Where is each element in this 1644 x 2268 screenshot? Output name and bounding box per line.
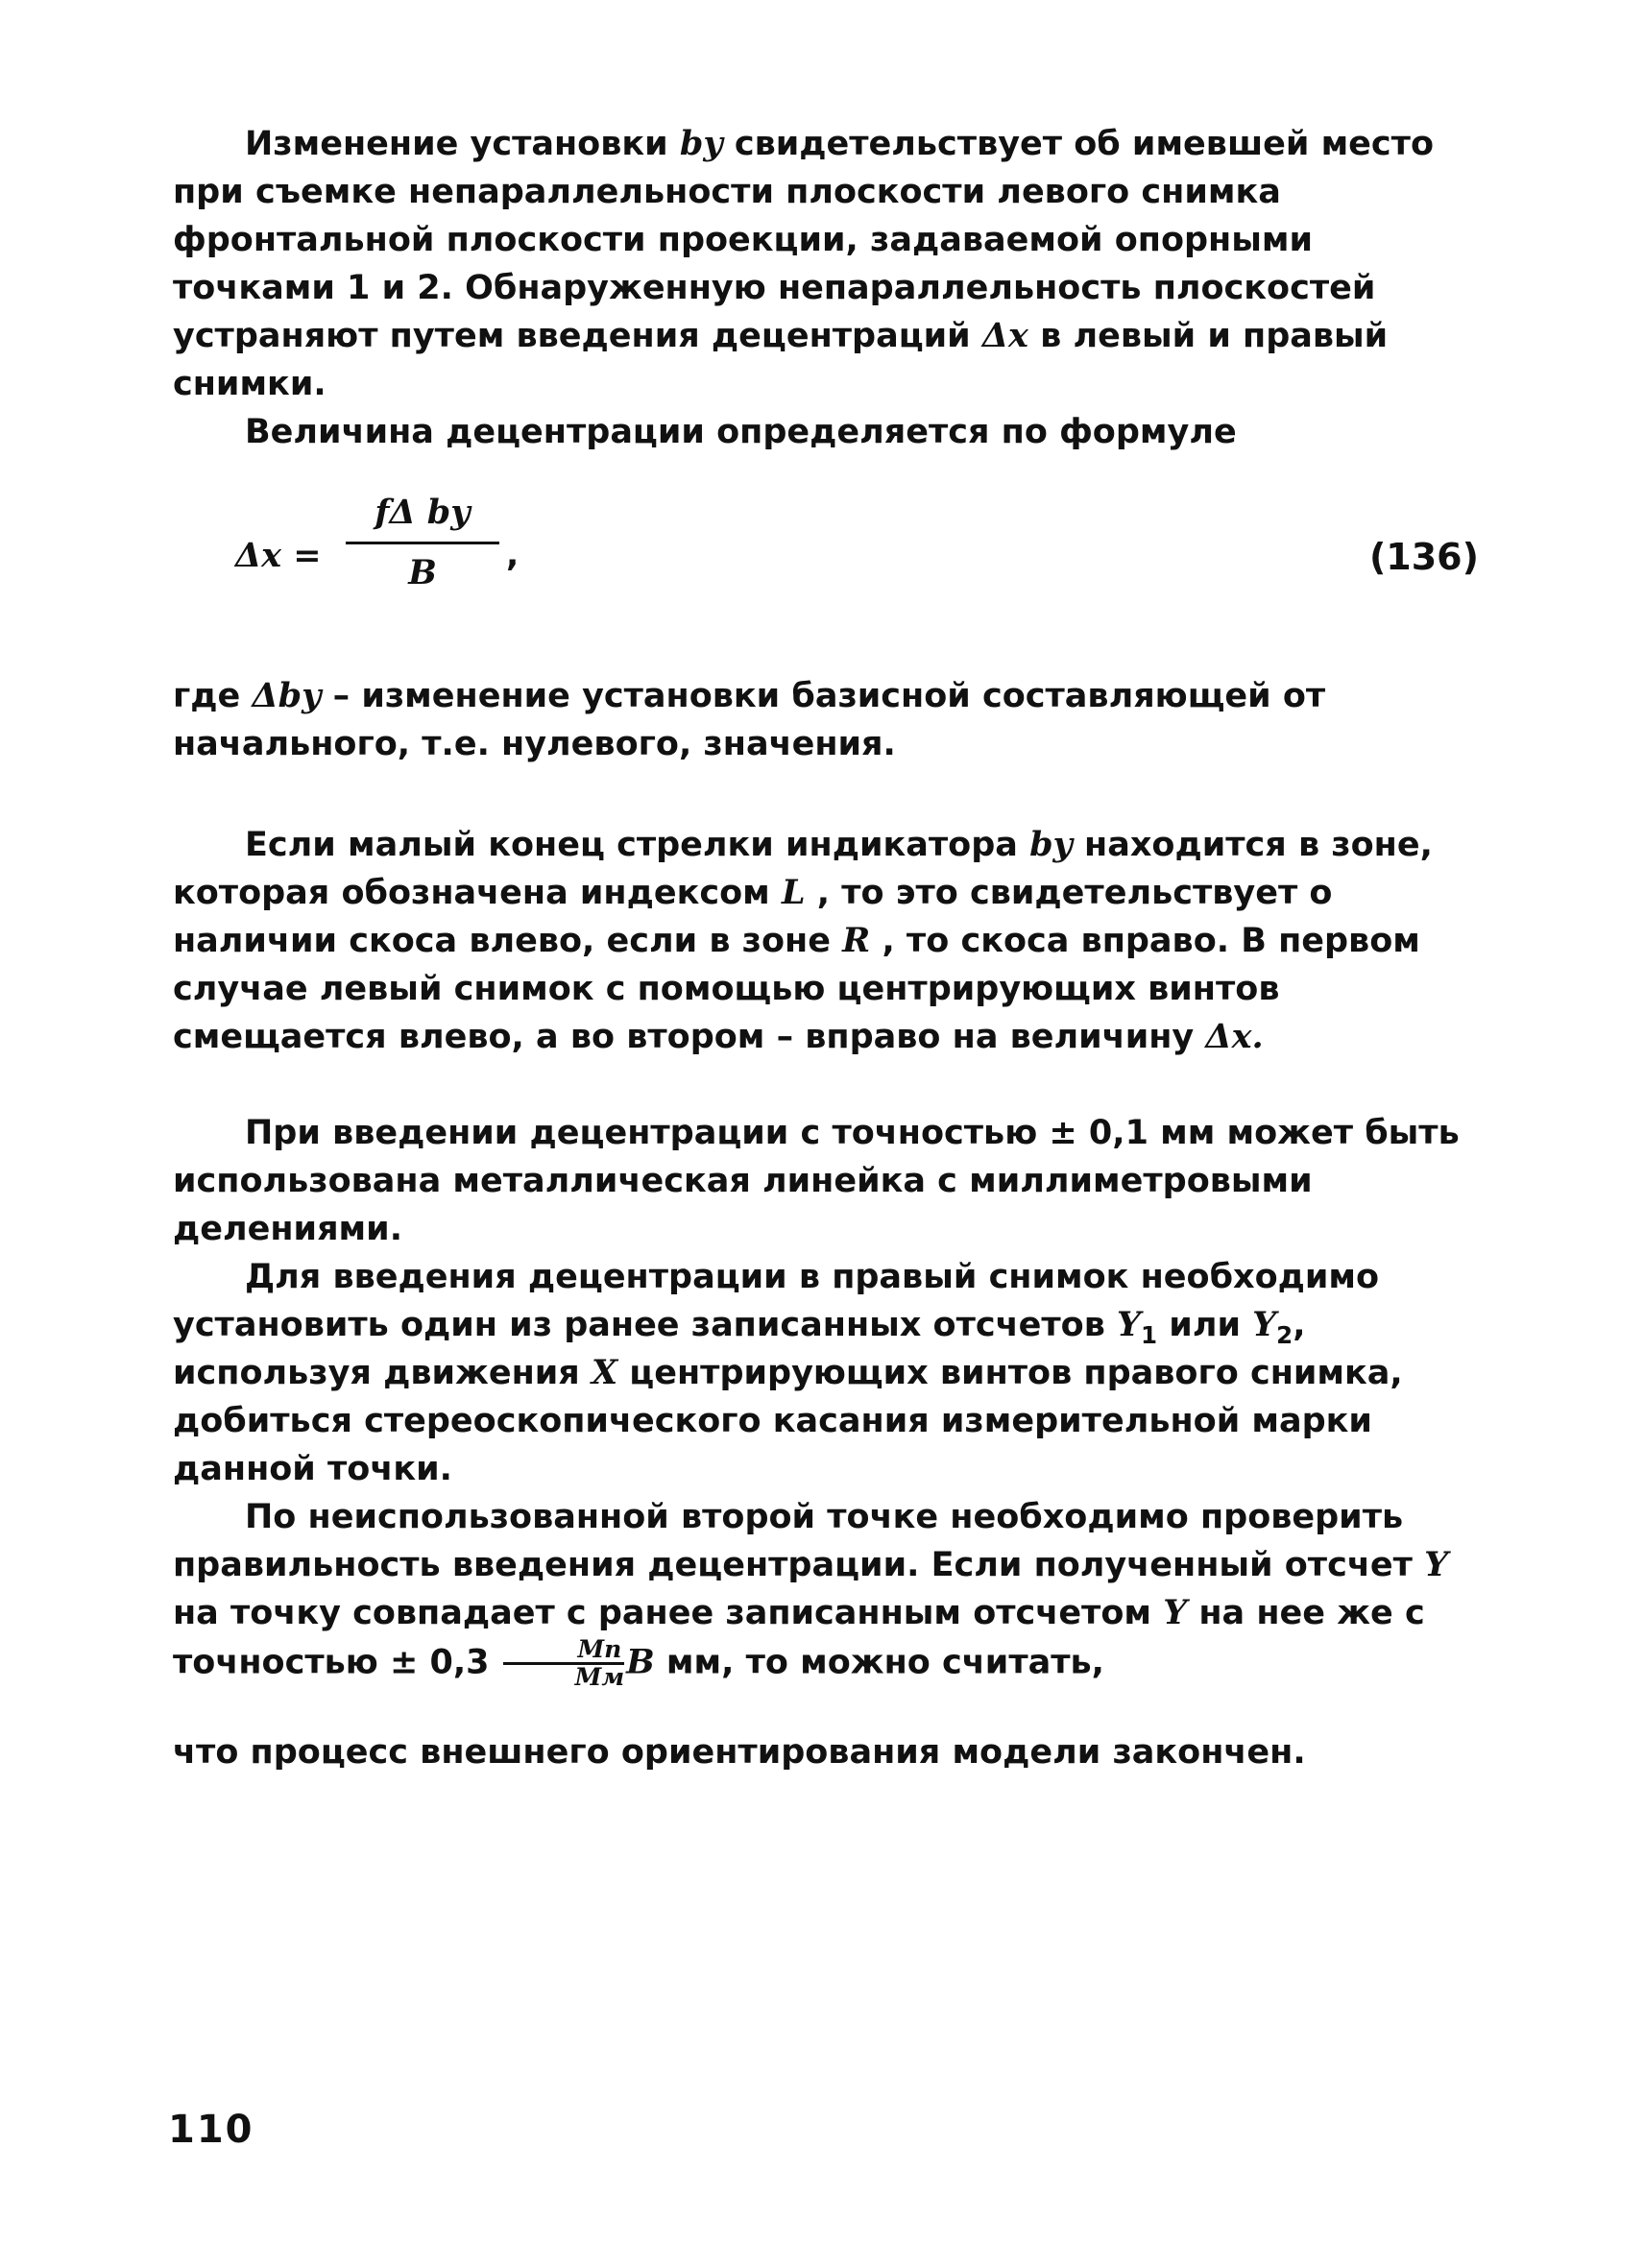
p1-text-1: Изменение установки: [245, 125, 680, 163]
p4-var-by: by: [1029, 825, 1073, 864]
p4-text-4: , то скоса вправо. В первом случае левый снимок с помощью центрирующих винтов смещается влево, а во втором – вправо на величину: [173, 922, 1420, 1056]
formula-fraction: [346, 490, 499, 596]
scale-fraction: [503, 1637, 624, 1690]
p7-text-4: мм, то можно считать,: [654, 1643, 1104, 1682]
p6-text-4: центрирующих винтов правого снимка, добиться стереоскопического касания измерительной марки данной точки.: [173, 1354, 1403, 1488]
p3-text-2: – изменение установки базисной составляющей от начального, т.е. нулевого, значения.: [173, 677, 1326, 763]
paragraph-7: [173, 1493, 1479, 1690]
p6-var-Y1: Y: [1117, 1305, 1142, 1344]
p6-sub-2: 2: [1276, 1321, 1293, 1349]
formula-numerator: fΔ by: [375, 493, 471, 532]
p1-text-2: свидетельствует об имевшей место при съемке непараллельности плоскости левого снимка фронтальной плоскости проекции, задаваемой опорными точками 1 и 2. Обнаруженную непараллельность плоскостей устраняют путем введения децентраций: [173, 125, 1434, 355]
p6-text-3: , используя движения: [173, 1306, 1306, 1392]
paragraph-1: [173, 120, 1479, 408]
p1-var-dx: Δx: [981, 316, 1028, 355]
p7-var-B: B: [626, 1642, 655, 1682]
p1-var-by: by: [679, 124, 723, 163]
scale-fraction-numerator: Mп: [503, 1637, 624, 1665]
paragraph-8: [173, 1728, 1479, 1776]
p1-text-3: в левый и правый снимки.: [173, 317, 1389, 403]
formula-number: (136): [1368, 536, 1479, 578]
p6-text-2: или: [1157, 1306, 1253, 1344]
paragraph-3: [173, 672, 1479, 768]
p3-text-1: где: [173, 677, 253, 715]
p7-var-Y: Y: [1424, 1545, 1449, 1584]
p8-text: что процесс внешнего ориентирования модели закончен.: [173, 1733, 1306, 1772]
p6-sub-1: 1: [1141, 1321, 1158, 1349]
p4-var-L: L: [781, 873, 806, 912]
paragraph-2: [173, 408, 1479, 456]
p4-var-R: R: [842, 921, 871, 960]
formula-136: [235, 490, 1484, 634]
p4-var-dx: Δx.: [1205, 1017, 1264, 1056]
p6-text-1: Для введения децентрации в правый снимок необходимо установить один из ранее записанных отсчетов: [173, 1258, 1380, 1344]
p4-text-3: , то это свидетельствует о наличии скоса влево, если в зоне: [173, 874, 1333, 960]
p7-text-1: По неиспользованной второй точке необходимо проверить правильность введения децентрации. Если полученный отсчет: [173, 1498, 1425, 1584]
formula-comma: ,: [506, 536, 520, 574]
scale-fraction-denominator: Mм: [574, 1663, 625, 1691]
formula-denominator: B: [408, 553, 437, 592]
formula-lhs: Δx =: [235, 536, 322, 575]
p4-text-2: находится в зоне, которая обозначена индексом: [173, 826, 1433, 912]
p7-text-2: на точку совпадает с ранее записанным отсчетом: [173, 1594, 1164, 1632]
paragraph-6: [173, 1253, 1479, 1493]
p5-text: При введении децентрации с точностью ± 0,1 мм может быть использована металлическая линейка с миллиметровыми делениями.: [173, 1114, 1460, 1248]
paragraph-5: [173, 1109, 1479, 1253]
paragraph-4: [173, 821, 1479, 1061]
fraction-bar: [346, 542, 499, 544]
p7-var-Y-2: Y: [1163, 1593, 1188, 1632]
page-number: 110: [168, 2108, 254, 2152]
p2-text: Величина децентрации определяется по формуле: [245, 413, 1237, 451]
p4-text-1: Если малый конец стрелки индикатора: [245, 826, 1030, 864]
p3-var-dby: Δby: [252, 676, 322, 715]
p6-var-Y2: Y: [1252, 1305, 1277, 1344]
p6-var-X: X: [591, 1353, 618, 1392]
p7-text-3: на нее же с точностью ± 0,3: [173, 1594, 1425, 1682]
